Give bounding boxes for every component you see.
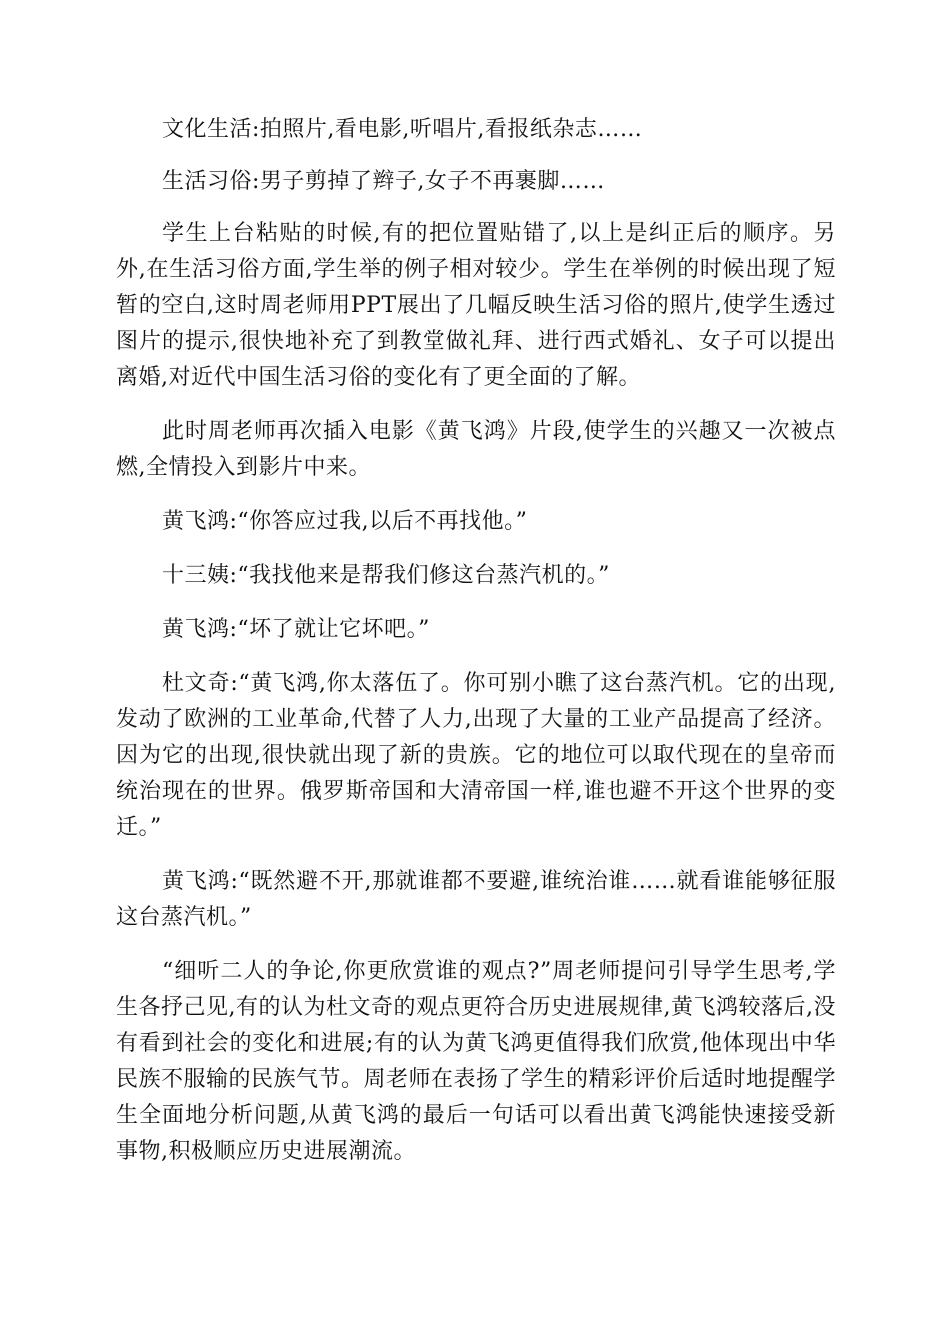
paragraph-student-pasting: 学生上台粘贴的时候,有的把位置贴错了,以上是纠正后的顺序。另外,在生活习俗方面,学生举的例子相对较少。学生在举例的时候出现了短暂的空白,这时周老师用PPT展出了几幅反映生活习俗的照片,使学生透过图片的提示,很快地补充了到教堂做礼拜、进行西式婚礼、女子可以提出离婚,对近代中国生活习俗的变化有了更全面的了解。 <box>116 221 836 390</box>
paragraph-cultural-life: 文化生活:拍照片,看电影,听唱片,看报纸杂志…… <box>162 117 643 142</box>
paragraph-movie-insert: 此时周老师再次插入电影《黄飞鸿》片段,使学生的兴趣又一次被点燃,全情投入到影片中来。 <box>116 419 836 480</box>
dialogue-line-5: 黄飞鸿:“既然避不开,那就谁都不要避,谁统治谁……就看谁能够征服这台蒸汽机。” <box>116 869 836 930</box>
dialogue-line-1: 黄飞鸿:“你答应过我,以后不再找他。” <box>162 509 528 534</box>
dialogue-line-4: 杜文奇:“黄飞鸿,你太落伍了。你可别小瞧了这台蒸汽机。它的出现,发动了欧洲的工业革命,代替了人力,出现了大量的工业产品提高了经济。因为它的出现,很快就出现了新的贵族。它的地位可以取代现在的皇帝而统治现在的世界。俄罗斯帝国和大清帝国一样,谁也避不开这个世界的变迁。” <box>116 671 836 840</box>
dialogue-line-3: 黄飞鸿:“坏了就让它坏吧。” <box>162 617 430 642</box>
paragraph-discussion: “细听二人的争论,你更欣赏谁的观点?”周老师提问引导学生思考,学生各抒己见,有的认为杜文奇的观点更符合历史进展规律,黄飞鸿较落后,没有看到社会的变化和进展;有的认为黄飞鸿更值得我们欣赏,他体现出中华民族不服输的民族气节。周老师在表扬了学生的精彩评价后适时地提醒学生全面地分析问题,从黄飞鸿的最后一句话可以看出黄飞鸿能快速接受新事物,积极顺应历史进展潮流。 <box>116 959 837 1164</box>
dialogue-line-2: 十三姨:“我找他来是帮我们修这台蒸汽机的。” <box>162 563 610 588</box>
document-page <box>116 112 836 1170</box>
paragraph-life-customs: 生活习俗:男子剪掉了辫子,女子不再裹脚…… <box>162 169 605 194</box>
